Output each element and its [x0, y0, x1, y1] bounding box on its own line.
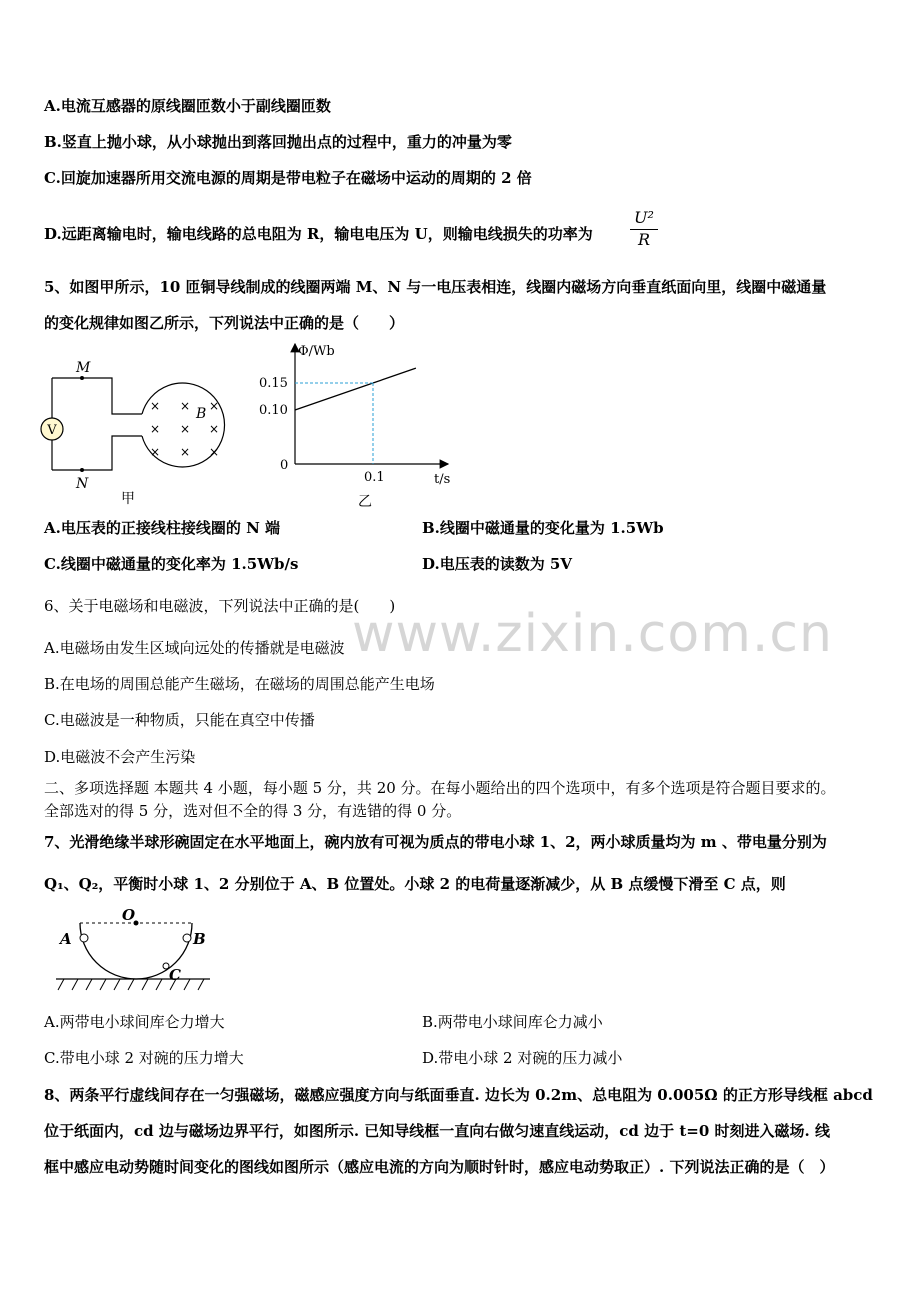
- q5-option-d[interactable]: D.电压表的读数为 5V: [422, 555, 572, 573]
- q5-option-b[interactable]: B.线圈中磁通量的变化量为 1.5Wb: [422, 519, 664, 537]
- section-2-scoring: 全部选对的得 5 分，选对但不全的得 3 分，有选错的得 0 分。: [44, 802, 462, 820]
- flux-series-line: [295, 368, 416, 410]
- y-tick-label: 0.10: [259, 403, 288, 418]
- terminal-m-label: M: [76, 360, 91, 376]
- figure-b-caption: 乙: [358, 494, 372, 508]
- q8-stem-line-1: 8、两条平行虚线间存在一匀强磁场，磁感应强度方向与纸面垂直. 边长为 0.2m、总电阻为 0.005Ω 的正方形导线框 abcd: [44, 1086, 873, 1104]
- q8-stem-line-2: 位于纸面内，cd 边与磁场边界平行，如图所示. 已知导线框一直向右做匀速直线运动，cd 边于 t=0 时刻进入磁场. 线: [44, 1122, 830, 1140]
- q4-option-c[interactable]: C.回旋加速器所用交流电源的周期是带电粒子在磁场中运动的周期的 2 倍: [44, 169, 532, 187]
- q4-option-d[interactable]: D.远距离输电时，输电线路的总电阻为 R，输电电压为 U，则输电线损失的功率为: [44, 225, 593, 243]
- q5-stem-line-2: 的变化规律如图乙所示，下列说法中正确的是（ ）: [44, 314, 405, 332]
- q6-option-a[interactable]: A.电磁场由发生区域向远处的传播就是电磁波: [44, 639, 345, 657]
- figure-a-caption: 甲: [121, 491, 135, 507]
- point-c-label: C: [169, 966, 181, 984]
- q7-bowl-figure: [54, 908, 224, 994]
- field-b-label: B: [196, 406, 207, 422]
- svg-text:×: ×: [149, 422, 161, 436]
- svg-text:×: ×: [208, 399, 220, 413]
- y-axis-label: Φ/Wb: [298, 344, 335, 359]
- svg-text:×: ×: [149, 399, 161, 413]
- svg-text:×: ×: [179, 422, 191, 436]
- q5-figure-coil: [36, 348, 236, 508]
- q5-stem-line-1: 5、如图甲所示，10 匝铜导线制成的线圈两端 M、N 与一电压表相连，线圈内磁场方向垂直纸面向里，线圈中磁通量: [44, 278, 827, 296]
- svg-text:×: ×: [179, 445, 191, 459]
- q6-stem: 6、关于电磁场和电磁波，下列说法中正确的是( ): [44, 597, 396, 615]
- q7-option-a[interactable]: A.两带电小球间库仑力增大: [44, 1013, 225, 1031]
- x-axis-label: t/s: [434, 472, 451, 487]
- q7-stem-line-2: Q₁、Q₂，平衡时小球 1、2 分别位于 A、B 位置处。小球 2 的电荷量逐渐减少，从 B 点缓慢下滑至 C 点，则: [44, 875, 786, 893]
- q4-option-a[interactable]: A.电流互感器的原线圈匝数小于副线圈匝数: [44, 97, 331, 115]
- watermark: www.zixin.com.cn: [352, 604, 833, 664]
- q5-option-a[interactable]: A.电压表的正接线柱接线圈的 N 端: [44, 519, 281, 537]
- q6-option-b[interactable]: B.在电场的周围总能产生磁场，在磁场的周围总能产生电场: [44, 675, 435, 693]
- q5-flux-chart: [250, 338, 460, 508]
- q5-option-c[interactable]: C.线圈中磁通量的变化率为 1.5Wb/s: [44, 555, 299, 573]
- q7-stem-line-1: 7、光滑绝缘半球形碗固定在水平地面上，碗内放有可视为质点的带电小球 1、2，两小球质量均为 m 、带电量分别为: [44, 833, 827, 851]
- point-b-label: B: [193, 930, 206, 948]
- point-o-label: O: [122, 908, 136, 924]
- svg-text:×: ×: [149, 445, 161, 459]
- fraction-denominator: R: [637, 230, 651, 249]
- svg-text:×: ×: [179, 399, 191, 413]
- y-tick-label: 0.15: [259, 376, 288, 391]
- point-a-label: A: [60, 930, 72, 948]
- q4-fraction: [630, 208, 658, 249]
- q7-option-d[interactable]: D.带电小球 2 对碗的压力减小: [422, 1049, 623, 1067]
- svg-text:×: ×: [208, 445, 220, 459]
- voltmeter-label: V: [47, 423, 57, 438]
- q7-option-b[interactable]: B.两带电小球间库仑力减小: [422, 1013, 603, 1031]
- q8-stem-line-3: 框中感应电动势随时间变化的图线如图所示（感应电流的方向为顺时针时，感应电动势取正）. 下列说法正确的是（ ）: [44, 1158, 835, 1176]
- q6-option-d[interactable]: D.电磁波不会产生污染: [44, 748, 196, 766]
- q4-option-b[interactable]: B.竖直上抛小球，从小球抛出到落回抛出点的过程中，重力的冲量为零: [44, 133, 512, 151]
- origin-label: 0: [280, 458, 289, 473]
- fraction-numerator: U²: [630, 208, 658, 230]
- terminal-n-label: N: [76, 476, 89, 492]
- q6-option-c[interactable]: C.电磁波是一种物质，只能在真空中传播: [44, 711, 315, 729]
- svg-text:×: ×: [208, 422, 220, 436]
- section-2-heading: 二、多项选择题 本题共 4 小题，每小题 5 分，共 20 分。在每小题给出的四个选项中，有多个选项是符合题目要求的。: [44, 779, 836, 797]
- q7-option-c[interactable]: C.带电小球 2 对碗的压力增大: [44, 1049, 244, 1067]
- x-tick-label: 0.1: [364, 470, 385, 485]
